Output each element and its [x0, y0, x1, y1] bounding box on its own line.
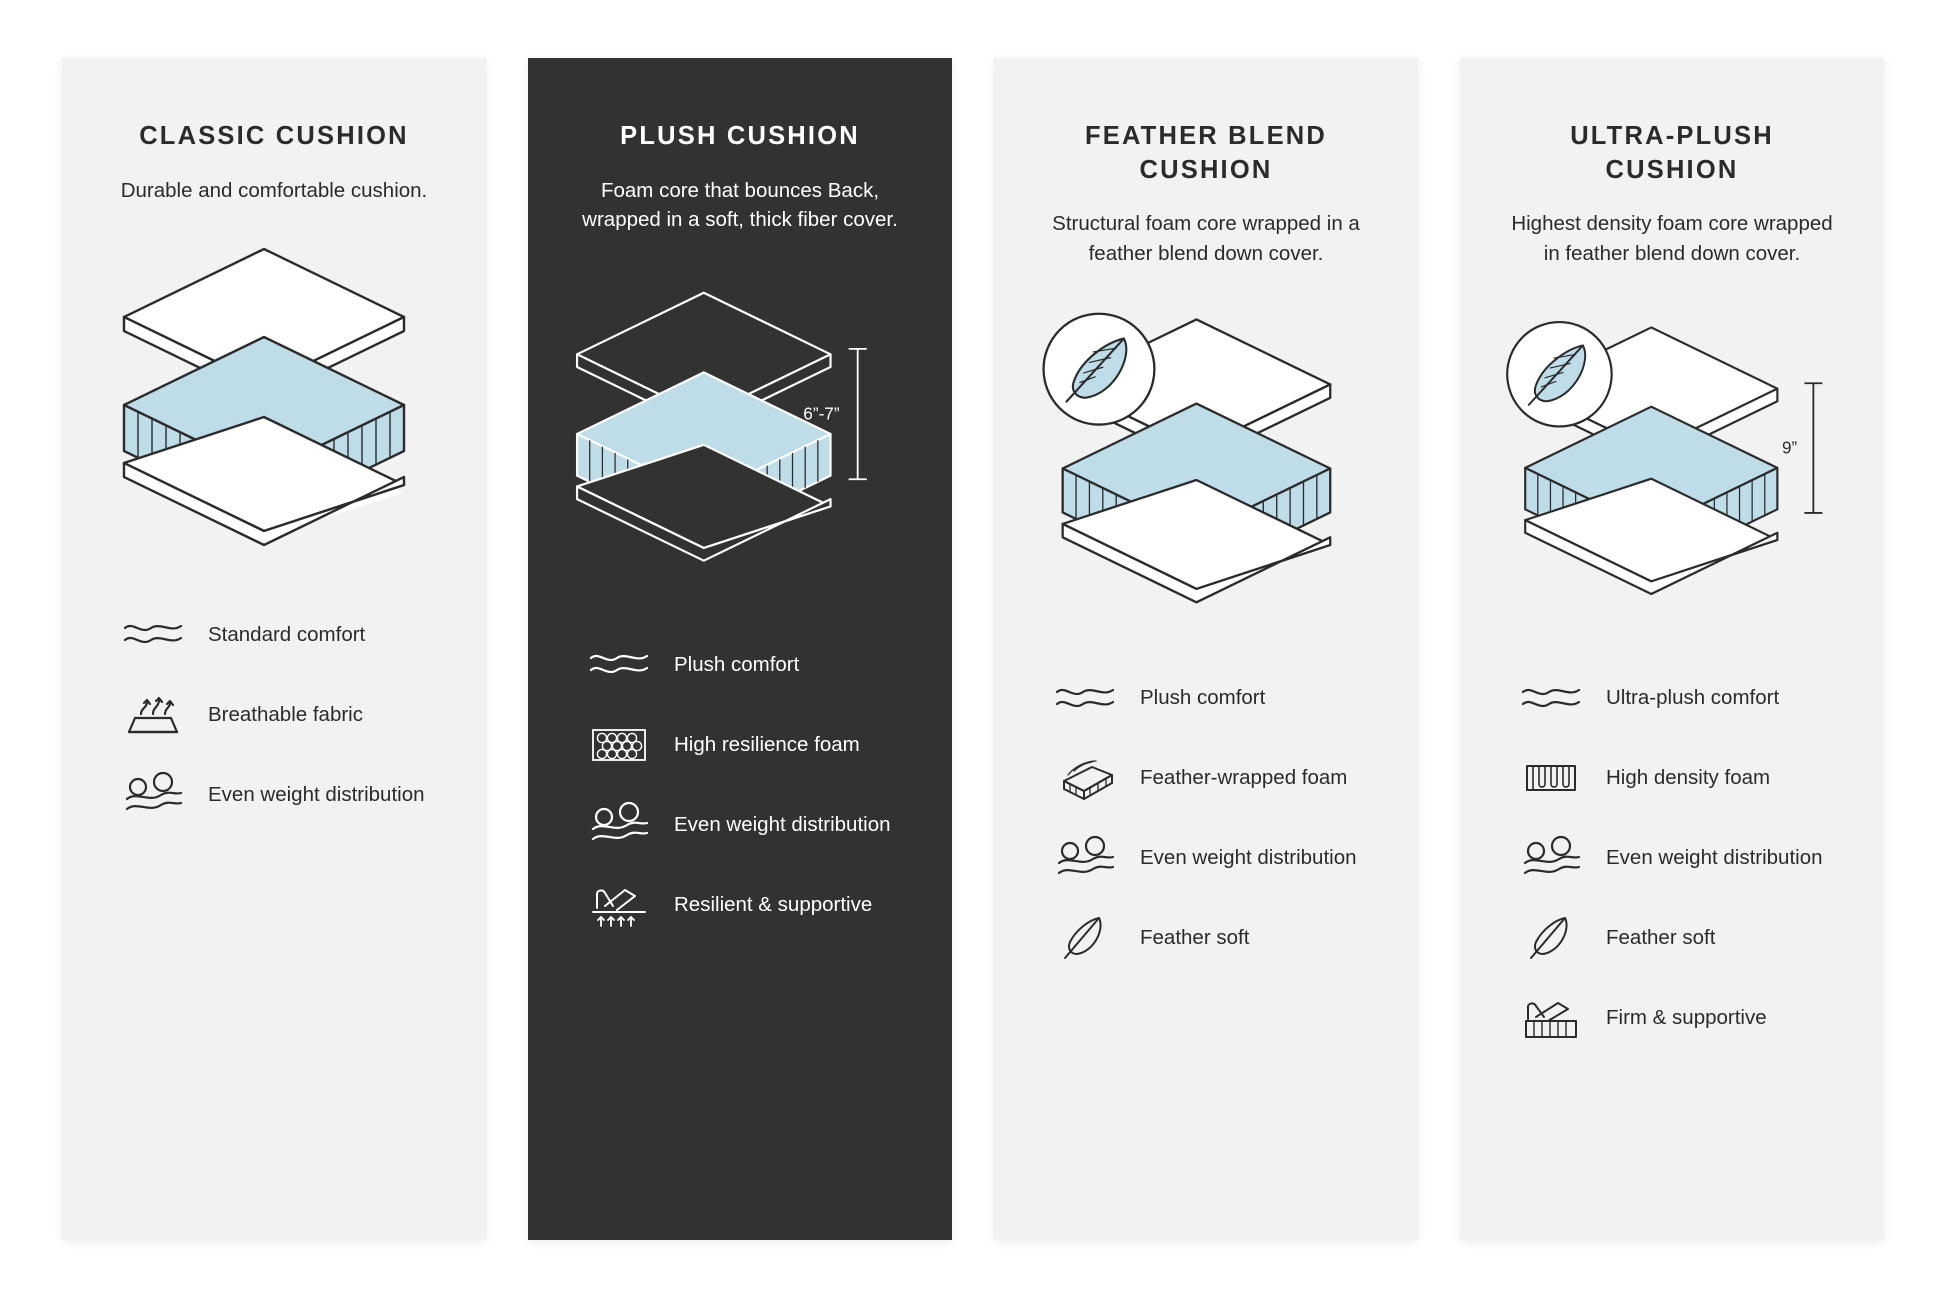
feature-item [1052, 909, 1378, 967]
card-title: PLUSH CUSHION [620, 122, 860, 150]
card-description: Structural foam core wrapped in a feather blend down cover. [1052, 212, 1360, 266]
feature-label: Feather-wrapped foam [1140, 766, 1348, 790]
cushion-layer-diagram [102, 239, 446, 559]
feature-item [1518, 989, 1844, 1047]
feature-item [1052, 669, 1378, 727]
feature-label: Resilient & supportive [674, 892, 873, 916]
feature-label: Plush comfort [1140, 686, 1266, 710]
weight-distribution-icon [120, 768, 186, 820]
breathable-fabric-icon [120, 688, 186, 740]
feature-item [1518, 749, 1844, 807]
weight-distribution-icon [586, 798, 652, 850]
feature-label: Breathable fabric [208, 702, 363, 726]
wave-icon [1518, 672, 1584, 724]
cushion-card-plush [528, 58, 952, 1240]
dimension-label: 9” [1781, 438, 1798, 458]
card-title: ULTRA-PLUSH CUSHION [1570, 122, 1774, 184]
feature-label: High resilience foam [674, 732, 860, 756]
feather-icon [1052, 912, 1118, 964]
feature-label: Even weight distribution [1606, 846, 1823, 870]
exploded-cushion-illustration [1500, 303, 1844, 613]
feature-item [1052, 749, 1378, 807]
feature-label: Even weight distribution [208, 782, 425, 806]
feature-list [1500, 669, 1844, 1069]
cushion-card-ultra-plush [1460, 58, 1884, 1240]
cushion-layer-diagram [1034, 303, 1378, 623]
feature-list [1034, 669, 1378, 989]
feature-label: High density foam [1606, 766, 1771, 790]
feature-item [1518, 909, 1844, 967]
feature-label: Even weight distribution [1140, 846, 1357, 870]
wave-icon [1052, 672, 1118, 724]
feature-label: Even weight distribution [674, 812, 891, 836]
feature-item [120, 765, 446, 823]
card-title: FEATHER BLEND CUSHION [1084, 122, 1328, 184]
card-description: Highest density foam core wrapped in feather blend down cover. [1511, 212, 1833, 266]
feature-label: Feather soft [1140, 926, 1250, 950]
cushion-layer-diagram [568, 269, 912, 589]
cushion-card-feather-blend [994, 58, 1418, 1240]
wave-icon [586, 638, 652, 690]
feature-item [1052, 829, 1378, 887]
cushion-card-classic [62, 58, 486, 1240]
feature-label: Standard comfort [208, 622, 366, 646]
feature-item [586, 715, 912, 773]
exploded-cushion-illustration [1034, 303, 1378, 613]
feather-icon [1518, 912, 1584, 964]
honeycomb-foam-icon [586, 718, 652, 770]
feature-item [120, 685, 446, 743]
feature-label: Plush comfort [674, 652, 800, 676]
feature-item [586, 635, 912, 693]
resilient-support-icon [586, 878, 652, 930]
feature-label: Ultra-plush comfort [1606, 686, 1780, 710]
high-density-foam-icon [1518, 752, 1584, 804]
cushion-layer-diagram [1500, 303, 1844, 623]
feature-item [120, 605, 446, 663]
dimension-label: 6”-7” [803, 403, 840, 424]
card-description: Foam core that bounces Back, wrapped in a soft, thick fiber cover. [582, 178, 898, 232]
weight-distribution-icon [1052, 832, 1118, 884]
feature-label: Firm & supportive [1606, 1006, 1767, 1030]
feature-item [1518, 829, 1844, 887]
exploded-cushion-illustration [104, 239, 444, 549]
weight-distribution-icon [1518, 832, 1584, 884]
feature-item [1518, 669, 1844, 727]
card-title: CLASSIC CUSHION [139, 122, 409, 150]
feature-label: Feather soft [1606, 926, 1716, 950]
feature-list [568, 635, 912, 955]
card-description: Durable and comfortable cushion. [120, 178, 428, 202]
feature-item [586, 795, 912, 853]
feature-item [586, 875, 912, 933]
feather-wrapped-foam-icon [1052, 752, 1118, 804]
firm-support-icon [1518, 992, 1584, 1044]
wave-icon [120, 608, 186, 660]
feature-list [102, 605, 446, 845]
exploded-cushion-illustration [568, 269, 912, 579]
